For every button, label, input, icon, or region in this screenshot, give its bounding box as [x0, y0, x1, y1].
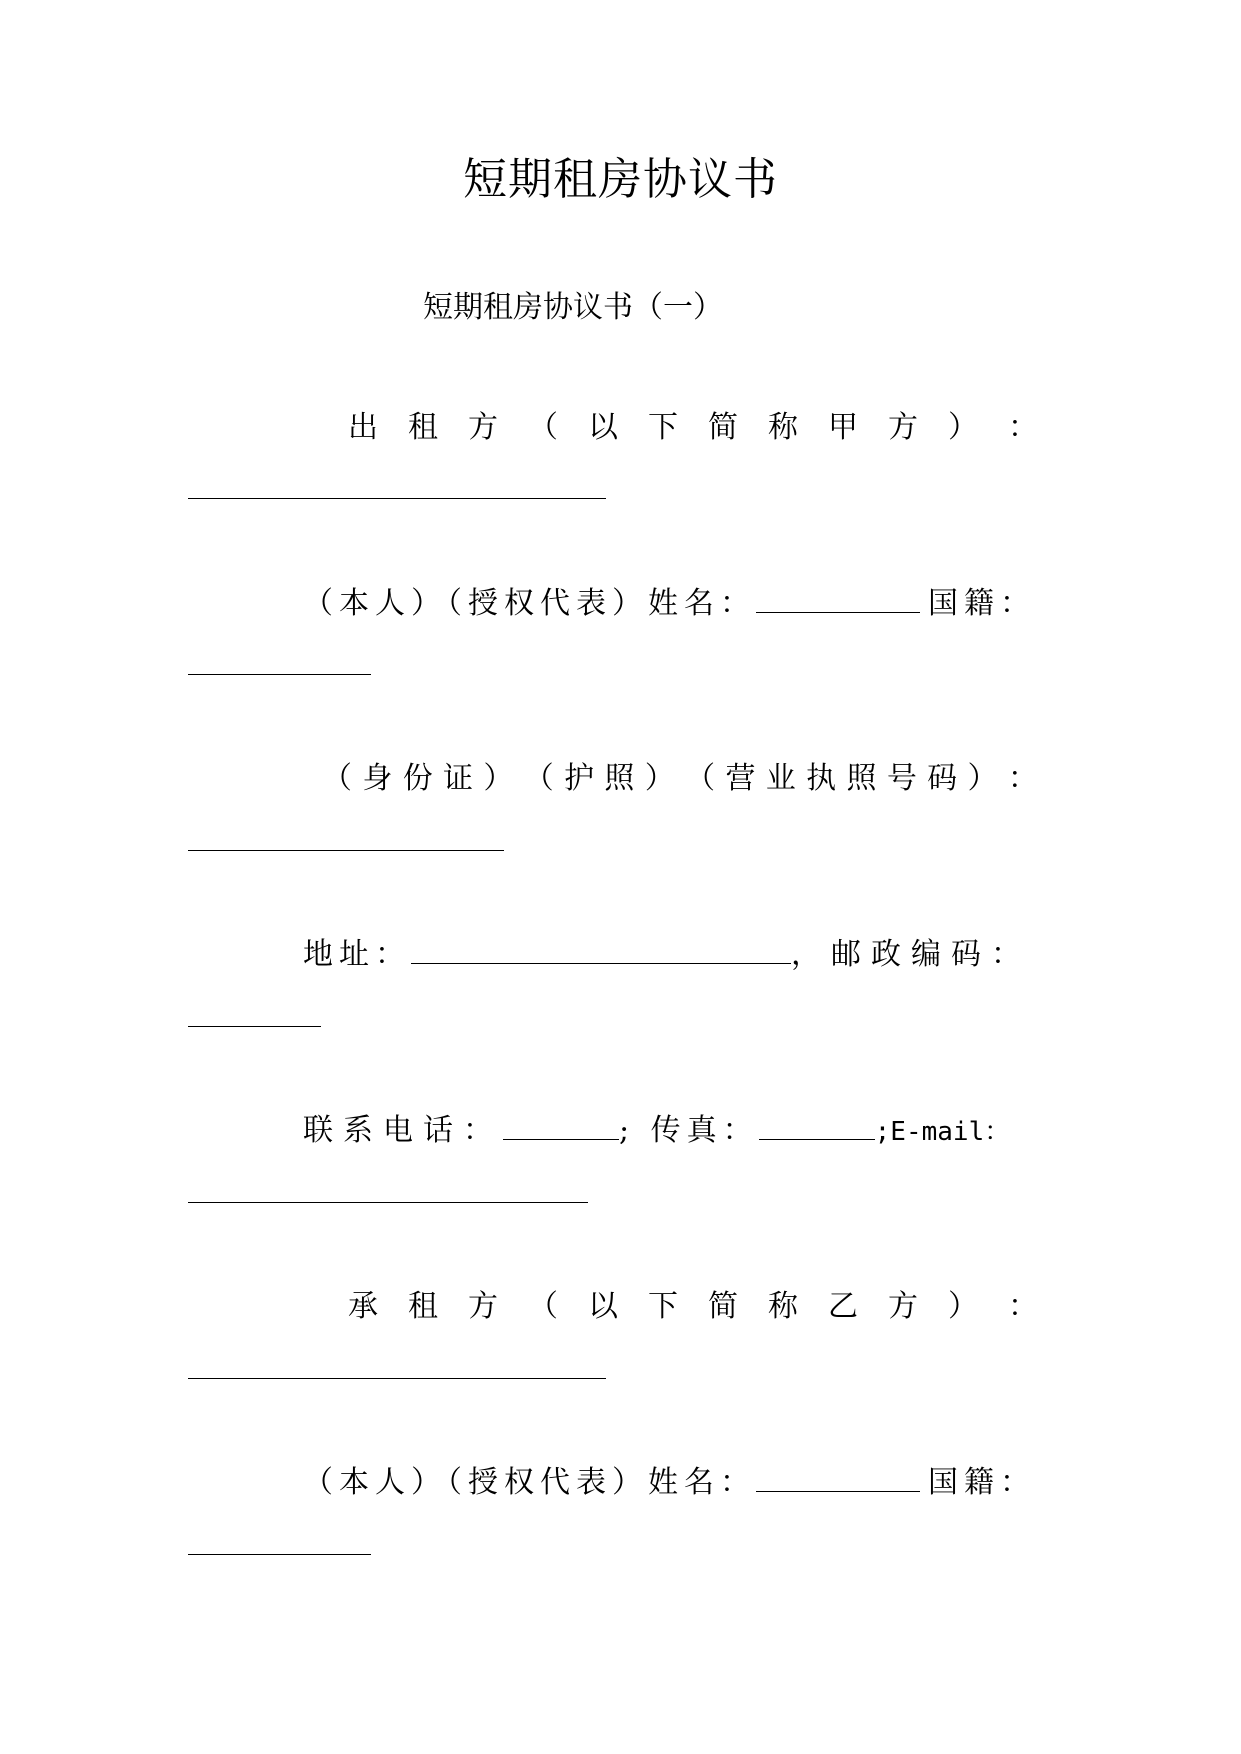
lessor-nationality-blank[interactable]: [188, 674, 371, 675]
heading-char: ）: [948, 1289, 978, 1324]
lessee-name-row: [303, 1461, 1038, 1505]
heading-char: 租: [408, 410, 438, 445]
heading-char: 乙: [828, 1289, 858, 1324]
heading-char: 方: [468, 1289, 498, 1324]
lessor-address-blank[interactable]: [411, 937, 791, 964]
heading-char: 以: [588, 410, 618, 445]
lessee-heading: [348, 1285, 1038, 1329]
lessor-postcode-label: ，邮政编码：: [791, 937, 1031, 972]
heading-char: ：: [1007, 761, 1038, 796]
heading-char: 承: [348, 1289, 378, 1324]
heading-char: 方: [468, 410, 498, 445]
lessor-person-name-blank[interactable]: [756, 586, 920, 613]
lessee-person-name-blank[interactable]: [756, 1465, 920, 1492]
lessee-name-blank[interactable]: [188, 1378, 606, 1379]
heading-char: （: [685, 761, 716, 796]
heading-char: 身: [362, 761, 393, 796]
lessor-heading: [348, 406, 1038, 450]
lessee-nationality-blank[interactable]: [188, 1554, 371, 1555]
lessor-name-blank[interactable]: [188, 498, 606, 499]
lessor-address-row: [303, 933, 1038, 977]
lessor-id-row: [322, 757, 1038, 801]
heading-char: （: [528, 410, 558, 445]
heading-char: 简: [708, 410, 738, 445]
heading-char: ）: [967, 761, 998, 796]
lessee-nationality-label: 国籍：: [928, 1465, 1036, 1500]
heading-char: （: [322, 761, 352, 796]
heading-char: 简: [708, 1289, 738, 1324]
document-subtitle: 短期租房协议书（一）: [423, 290, 723, 325]
heading-char: 业: [765, 761, 796, 796]
lessor-email-blank[interactable]: [188, 1202, 588, 1203]
lessor-phone-label: 联系电话：: [303, 1113, 503, 1148]
heading-char: 租: [408, 1289, 438, 1324]
heading-char: 方: [888, 1289, 918, 1324]
lessor-id-blank[interactable]: [188, 850, 504, 851]
lessor-nationality-label: 国籍：: [928, 586, 1036, 621]
lessor-name-row: [303, 582, 1038, 626]
heading-char: 份: [402, 761, 433, 796]
heading-char: 码: [927, 761, 958, 796]
heading-char: ：: [1008, 410, 1038, 445]
heading-char: 营: [725, 761, 756, 796]
heading-char: 称: [768, 1289, 798, 1324]
lessor-postcode-blank[interactable]: [188, 1026, 321, 1027]
document-title: 短期租房协议书: [463, 154, 778, 205]
lessor-phone-blank[interactable]: [503, 1113, 619, 1140]
lessor-fax-label: ; 传真：: [619, 1113, 759, 1148]
heading-char: 甲: [828, 410, 858, 445]
heading-char: 号: [886, 761, 917, 796]
heading-char: 执: [806, 761, 837, 796]
heading-char: （: [528, 1289, 558, 1324]
heading-char: ）: [644, 761, 675, 796]
heading-char: 照: [604, 761, 635, 796]
heading-char: ：: [1008, 1289, 1038, 1324]
heading-char: ）: [483, 761, 514, 796]
lessor-contact-row: [303, 1109, 1038, 1154]
heading-char: 以: [588, 1289, 618, 1324]
heading-char: 称: [768, 410, 798, 445]
heading-char: 下: [648, 410, 678, 445]
lessor-address-label: 地址：: [303, 937, 411, 972]
heading-char: 下: [648, 1289, 678, 1324]
heading-char: 照: [846, 761, 877, 796]
heading-char: 方: [888, 410, 918, 445]
heading-char: （: [523, 761, 554, 796]
heading-char: 证: [443, 761, 474, 796]
heading-char: ）: [948, 410, 978, 445]
lessee-person-name-label: （本人）（授权代表）姓名：: [303, 1465, 756, 1500]
heading-char: 护: [564, 761, 595, 796]
lessor-email-label: ;E-mail：: [874, 1117, 1011, 1147]
lessor-person-name-label: （本人）（授权代表）姓名：: [303, 586, 756, 621]
heading-char: 出: [348, 410, 378, 445]
lessor-fax-blank[interactable]: [759, 1113, 875, 1140]
